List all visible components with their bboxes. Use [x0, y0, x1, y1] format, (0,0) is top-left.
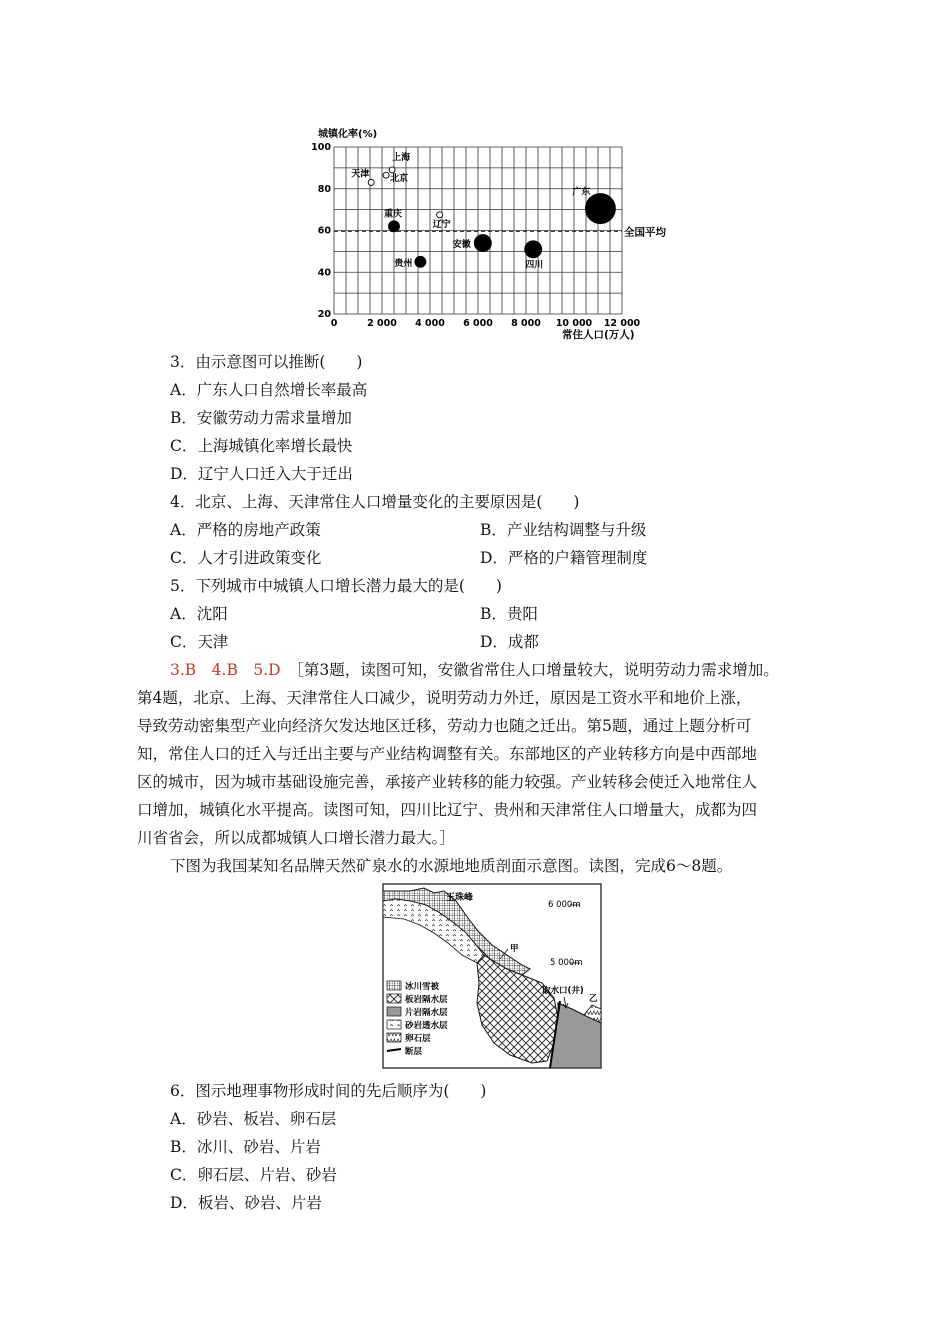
geologic-section-diagram [382, 883, 602, 1069]
q6-option-b: B．冰川、砂岩、片岩 [170, 1138, 321, 1156]
q3-option-b: B．安徽劳动力需求量增加 [170, 409, 352, 427]
answer-key: 3.B 4.B 5.D [170, 661, 281, 679]
legend-slate-label: 板岩隔水层 [405, 995, 448, 1005]
intake-label: 取水口(井) [542, 986, 584, 996]
legend-glacier-label: 冰川雪被 [405, 982, 440, 992]
data-point [437, 212, 443, 218]
legend-sandstone-swatch [387, 1020, 401, 1029]
x-tick-label: 2 000 [367, 318, 397, 329]
yi-label: 乙 [589, 994, 598, 1004]
y-tick-label: 20 [317, 309, 331, 320]
data-point [585, 194, 615, 224]
q4-option-a: A．严格的房地产政策 [170, 521, 321, 539]
x-tick-label: 8 000 [511, 318, 541, 329]
section-intro: 下图为我国某知名品牌天然矿泉水的水源地地质剖面示意图。读图，完成6～8题。 [170, 857, 733, 875]
q4-option-b: B．产业结构调整与升级 [480, 521, 647, 539]
explanation-7: 川省省会，所以成都城镇人口增长潜力最大。］ [137, 829, 455, 847]
national-average-label: 全国平均 [624, 226, 666, 239]
x-tick-labels [331, 318, 641, 329]
explanation-3: 导致劳动密集型产业向经济欠发达地区迁移，劳动力也随之迁出。第5题，通过上题分析可 [137, 717, 752, 735]
q5-stem: 5．下列城市中城镇人口增长潜力最大的是( ) [170, 577, 502, 595]
answer-line-1 [170, 660, 779, 680]
explanation-5: 区的城市，因为城市基础设施完善，承接产业转移的能力较强。产业转移会使迁入地常住人 [137, 773, 758, 791]
q6-stem: 6．图示地理事物形成时间的先后顺序为( ) [170, 1082, 487, 1100]
legend-fault-label: 断层 [405, 1047, 423, 1057]
legend-glacier-swatch [387, 981, 401, 990]
legend-pebble-label: 卵石层 [405, 1034, 431, 1044]
data-point-label: 北京 [390, 174, 409, 185]
y-tick-label: 100 [311, 142, 331, 153]
data-point-label: 重庆 [384, 209, 403, 220]
x-tick-label: 4 000 [415, 318, 445, 329]
data-point-label: 天津 [351, 169, 370, 180]
x-axis-label: 常住人口(万人) [562, 329, 635, 341]
x-tick-label: 0 [330, 318, 338, 329]
data-point [389, 221, 400, 232]
q6-option-c: C．卵石层、片岩、砂岩 [170, 1166, 337, 1184]
y-tick-label: 80 [317, 183, 331, 195]
chart-grid [334, 147, 622, 314]
data-point [474, 235, 491, 252]
q5-option-a: A．沈阳 [170, 605, 228, 623]
elevation-6000-label: 6 000m [548, 900, 581, 910]
y-tick-label: 60 [317, 225, 331, 237]
q5-option-b: B．贵阳 [480, 605, 538, 623]
q5-option-c: C．天津 [170, 633, 229, 651]
data-point [389, 167, 395, 173]
q3-option-d: D．辽宁人口迁入大于迁出 [170, 465, 353, 483]
explanation-1: ［第3题，读图可知，安徽省常住人口增量较大，说明劳动力需求增加。 [296, 661, 779, 679]
q4-stem: 4．北京、上海、天津常住人口增量变化的主要原因是( ) [170, 493, 580, 511]
q4-option-d: D．严格的户籍管理制度 [480, 549, 648, 567]
data-point-label: 贵州 [394, 258, 413, 269]
q3-option-a: A．广东人口自然增长率最高 [170, 381, 368, 399]
q4-option-c: C．人才引进政策变化 [170, 549, 322, 567]
data-point [525, 241, 542, 258]
elevation-5000-label: 5 000m [550, 958, 583, 968]
data-points [351, 151, 615, 270]
legend-slate-swatch [387, 994, 401, 1003]
explanation-2: 第4题，北京、上海、天津常住人口减少，说明劳动力外迁，原因是工资水平和地价上涨， [137, 689, 752, 707]
scatter-chart [300, 120, 690, 345]
peak-label: 玉珠峰 [446, 893, 474, 903]
legend-schist-swatch [387, 1007, 401, 1016]
data-point [415, 256, 426, 267]
q3-stem: 3．由示意图可以推断( ) [170, 353, 363, 371]
legend-schist-label: 片岩隔水层 [405, 1008, 448, 1018]
x-tick-label: 10 000 [555, 318, 593, 329]
q6-option-a: A．砂岩、板岩、卵石层 [170, 1110, 337, 1128]
q5-option-d: D．成都 [480, 633, 539, 651]
jia-label: 甲 [510, 944, 519, 954]
y-tick-labels [311, 142, 331, 320]
explanation-4: 知，常住人口的迁入与迁出主要与产业结构调整有关。东部地区的产业转移方向是中西部地 [137, 745, 758, 763]
legend-pebble-swatch [387, 1033, 401, 1042]
legend-sandstone-label: 砂岩透水层 [405, 1021, 448, 1031]
data-point-label: 辽宁 [432, 219, 451, 230]
data-point [383, 172, 389, 178]
data-point-label: 广东 [572, 187, 591, 198]
data-point-label: 上海 [392, 152, 411, 163]
data-point-label: 四川 [525, 260, 544, 271]
q6-option-d: D．板岩、砂岩、片岩 [170, 1194, 322, 1212]
x-tick-label: 6 000 [463, 318, 493, 329]
y-tick-label: 40 [317, 267, 331, 279]
y-axis-label: 城镇化率(%) [318, 129, 378, 140]
data-point [368, 179, 374, 185]
q3-option-c: C．上海城镇化率增长最快 [170, 437, 353, 455]
x-tick-label: 12 000 [603, 318, 641, 329]
explanation-6: 口增加，城镇化水平提高。读图可知，四川比辽宁、贵州和天津常住人口增量大，成都为四 [137, 801, 758, 819]
data-point-label: 安徽 [452, 240, 471, 251]
